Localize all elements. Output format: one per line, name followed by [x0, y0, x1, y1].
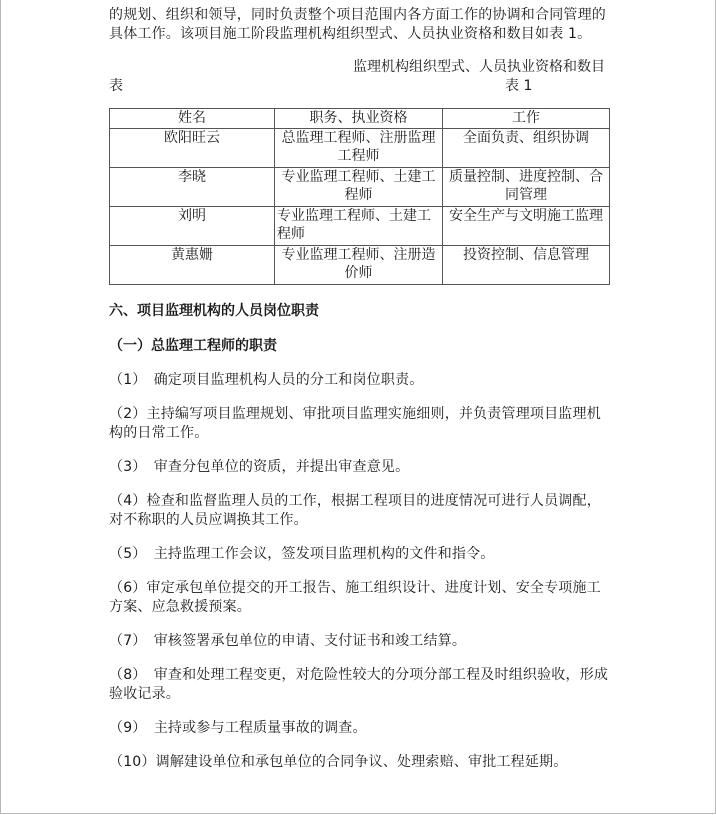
list-item: （8） 审查和处理工程变更，对危险性较大的分项分部工程及时组织验收，形成验收记录。 [109, 667, 609, 702]
cell-name: 刘明 [110, 207, 275, 246]
duties-list [109, 371, 609, 772]
list-item: （5） 主持监理工作会议，签发项目监理机构的文件和指令。 [109, 546, 495, 562]
list-item: （2）主持编写项目监理规划、审批项目监理实施细则，并负责管理项目监理机构的日常工作。 [109, 406, 601, 441]
section-heading: 六、项目监理机构的人员岗位职责 [109, 303, 319, 319]
cell-position: 总监理工程师、注册监理工程师 [275, 129, 443, 168]
staff-table [109, 108, 610, 285]
cell-position: 专业监理工程师、土建工程师 [275, 207, 443, 246]
list-item: （7） 审核签署承包单位的申请、支付证书和竣工结算。 [109, 633, 467, 649]
table-row [110, 207, 610, 246]
table-caption-number: 表 1 [505, 78, 533, 94]
cell-position: 专业监理工程师、土建工程师 [275, 168, 443, 207]
table-row [110, 246, 610, 285]
list-item: （9） 主持或参与工程质量事故的调查。 [109, 720, 367, 736]
table-row [110, 168, 610, 207]
cell-work: 全面负责、组织协调 [443, 129, 610, 168]
document-page [109, 6, 609, 772]
header-name: 姓名 [110, 109, 275, 129]
table-caption [109, 58, 609, 96]
table-caption-title: 监理机构组织型式、人员执业资格和数目 [353, 59, 605, 75]
list-item: （1） 确定项目监理机构人员的分工和岗位职责。 [109, 372, 424, 388]
cell-name: 欧阳旺云 [110, 129, 275, 168]
header-work: 工作 [443, 109, 610, 129]
list-item: （10）调解建设单位和承包单位的合同争议、处理索赔、审批工程延期。 [109, 754, 568, 770]
list-item: （3） 审查分包单位的资质，并提出审查意见。 [109, 459, 410, 475]
list-item: （4）检查和监督监理人员的工作，根据工程项目的进度情况可进行人员调配，对不称职的人员应调换其工作。 [109, 493, 601, 528]
header-position: 职务、执业资格 [275, 109, 443, 129]
cell-name: 李晓 [110, 168, 275, 207]
subsection-heading: （一）总监理工程师的职责 [109, 338, 277, 354]
cell-name: 黄惠姗 [110, 246, 275, 285]
cell-position: 专业监理工程师、注册造价师 [275, 246, 443, 285]
cell-work: 质量控制、进度控制、合同管理 [443, 168, 610, 207]
cell-work: 投资控制、信息管理 [443, 246, 610, 285]
table-row [110, 129, 610, 168]
intro-paragraph: 的规划、组织和领导，同时负责整个项目范围内各方面工作的协调和合同管理的具体工作。该项目施工阶段监理机构组织型式、人员执业资格和数目如表 1。 [109, 7, 606, 42]
cell-work: 安全生产与文明施工监理 [443, 207, 610, 246]
table-header-row [110, 109, 610, 129]
table-caption-suffix: 表 [109, 78, 123, 94]
list-item: （6）审定承包单位提交的开工报告、施工组织设计、进度计划、安全专项施工方案、应急救援预案。 [109, 580, 601, 615]
